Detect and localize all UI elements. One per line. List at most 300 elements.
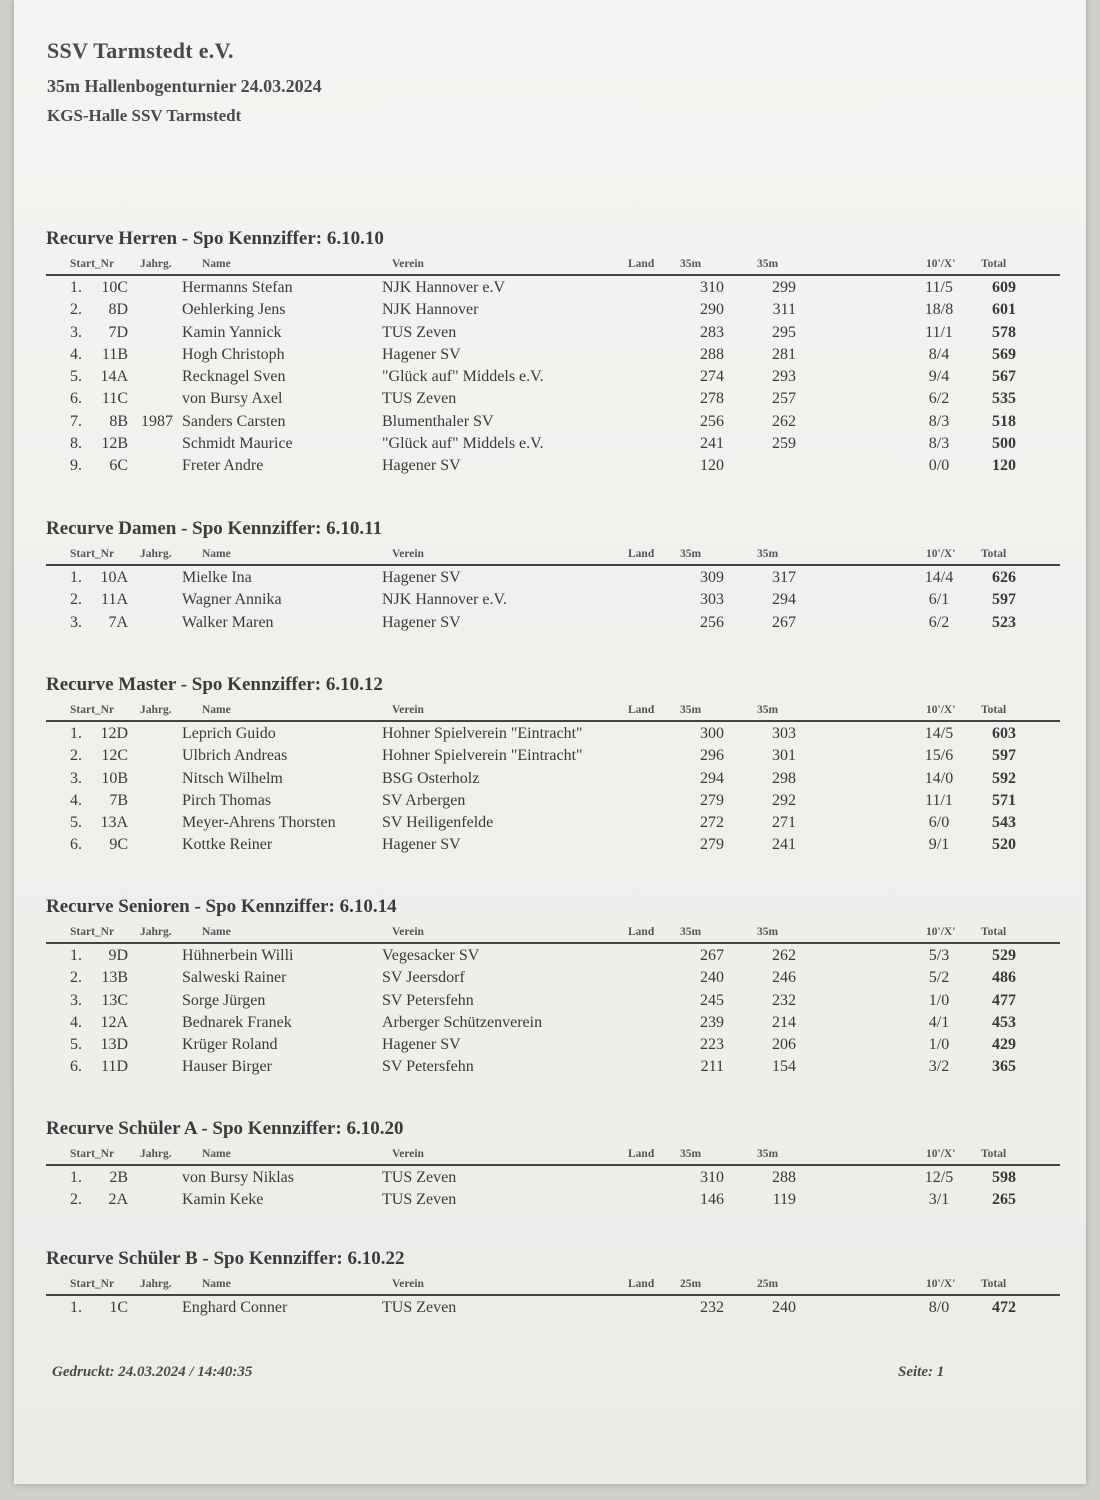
- column-label-d1: 35m: [680, 1148, 702, 1160]
- cell-x: 14/5: [924, 725, 954, 742]
- cell-total: 518: [992, 412, 1016, 430]
- cell-s1: 310: [700, 279, 724, 296]
- column-label-name: Name: [202, 926, 231, 938]
- cell-s2: 267: [772, 613, 796, 631]
- column-label-total: Total: [981, 1148, 1007, 1160]
- cell-s2: 294: [772, 591, 796, 609]
- cell-s1: 241: [700, 435, 724, 453]
- cell-rank: 4.: [70, 1013, 82, 1031]
- column-label-d1: 35m: [680, 548, 702, 560]
- cell-s1: 223: [700, 1036, 724, 1054]
- result-section: [46, 1118, 1060, 1211]
- table-row: [46, 966, 1060, 988]
- cell-x: 5/3: [928, 947, 950, 964]
- cell-start: 12B: [101, 435, 128, 453]
- cell-name: Leprich Guido: [182, 725, 276, 742]
- table-row: [46, 1166, 1060, 1188]
- cell-s2: 292: [772, 791, 796, 809]
- cell-x: 12/5: [924, 1169, 954, 1186]
- cell-s2: 241: [772, 836, 796, 854]
- cell-start: 2A: [108, 1191, 128, 1209]
- cell-s1: 279: [700, 791, 724, 809]
- cell-name: Schmidt Maurice: [182, 435, 293, 453]
- column-header: [46, 702, 1060, 722]
- cell-rank: 1.: [70, 725, 82, 742]
- cell-x: 8/0: [928, 1299, 950, 1316]
- column-label-d1: 35m: [680, 926, 702, 938]
- cell-rank: 2.: [70, 591, 82, 609]
- printed-timestamp: Gedruckt: 24.03.2024 / 14:40:35: [52, 1364, 253, 1380]
- cell-s2: 206: [772, 1036, 796, 1054]
- cell-verein: TUS Zeven: [382, 323, 457, 341]
- cell-verein: BSG Osterholz: [382, 769, 480, 787]
- column-label-start: Start_Nr: [70, 1148, 115, 1160]
- cell-verein: TUS Zeven: [382, 1191, 457, 1209]
- cell-verein: Hagener SV: [382, 613, 461, 631]
- column-label-total: Total: [981, 1278, 1007, 1290]
- cell-name: Kamin Yannick: [182, 323, 282, 341]
- cell-x: 14/0: [924, 769, 954, 787]
- cell-s2: 259: [772, 435, 796, 453]
- cell-total: 429: [992, 1036, 1016, 1054]
- cell-name: Wagner Annika: [182, 591, 282, 609]
- cell-s1: 274: [700, 368, 724, 386]
- column-label-jahrg: Jahrg.: [140, 926, 172, 938]
- cell-rank: 1.: [70, 569, 82, 586]
- cell-x: 11/5: [925, 279, 953, 296]
- cell-start: 13A: [100, 814, 128, 832]
- result-sheet: [14, 0, 1086, 1484]
- table-row: [46, 1055, 1060, 1077]
- cell-s1: 245: [700, 991, 724, 1009]
- cell-s2: 298: [772, 769, 796, 787]
- column-label-total: Total: [981, 926, 1007, 938]
- cell-start: 11A: [101, 591, 128, 609]
- column-label-verein: Verein: [392, 1278, 424, 1290]
- column-label-start: Start_Nr: [70, 1278, 115, 1290]
- cell-start: 10C: [101, 279, 128, 296]
- column-label-jahrg: Jahrg.: [140, 1278, 172, 1290]
- cell-start: 13B: [101, 969, 128, 987]
- cell-name: Salweski Rainer: [182, 969, 287, 987]
- cell-s1: 296: [700, 747, 724, 765]
- table-row: [46, 454, 1060, 476]
- cell-x: 1/0: [928, 991, 950, 1009]
- cell-s1: 310: [700, 1169, 724, 1186]
- cell-start: 14A: [100, 368, 128, 386]
- column-label-start: Start_Nr: [70, 704, 115, 716]
- cell-verein: Arberger Schützenverein: [382, 1013, 543, 1031]
- event-title: 35m Hallenbogenturnier 24.03.2024: [47, 76, 322, 96]
- cell-total: 535: [992, 390, 1016, 408]
- column-label-verein: Verein: [392, 548, 424, 560]
- cell-rank: 5.: [70, 368, 82, 386]
- cell-verein: Hagener SV: [382, 1036, 461, 1054]
- cell-s2: 281: [772, 345, 796, 363]
- cell-s1: 300: [700, 725, 724, 742]
- column-label-name: Name: [202, 258, 231, 270]
- column-label-land: Land: [628, 704, 655, 716]
- column-header: [46, 1276, 1060, 1296]
- cell-total: 626: [992, 569, 1016, 586]
- table-row: [46, 744, 1060, 766]
- cell-start: 9D: [108, 947, 128, 964]
- cell-s2: 303: [772, 725, 796, 742]
- cell-x: 8/3: [928, 412, 950, 430]
- cell-total: 523: [992, 613, 1016, 631]
- cell-s2: 301: [772, 747, 796, 765]
- cell-x: 6/0: [928, 814, 950, 832]
- cell-s1: 232: [700, 1299, 724, 1316]
- cell-name: Krüger Roland: [182, 1036, 278, 1054]
- table-row: [46, 298, 1060, 320]
- cell-start: 7A: [108, 613, 128, 631]
- cell-rank: 3.: [70, 991, 82, 1009]
- cell-s1: 283: [700, 323, 724, 341]
- cell-s1: 211: [700, 1058, 724, 1076]
- cell-x: 3/1: [928, 1191, 950, 1209]
- cell-rank: 5.: [70, 1036, 82, 1054]
- table-row: [46, 343, 1060, 365]
- cell-x: 3/2: [928, 1058, 950, 1076]
- column-label-d2: 35m: [757, 258, 779, 270]
- cell-start: 10A: [100, 569, 128, 586]
- club-title: SSV Tarmstedt e.V.: [47, 38, 234, 63]
- cell-name: Ulbrich Andreas: [182, 747, 288, 765]
- cell-verein: SV Petersfehn: [382, 991, 474, 1009]
- column-label-verein: Verein: [392, 258, 424, 270]
- cell-name: Mielke Ina: [182, 569, 252, 586]
- cell-verein: "Glück auf" Middels e.V.: [382, 435, 544, 453]
- column-label-start: Start_Nr: [70, 548, 115, 560]
- cell-rank: 4.: [70, 345, 82, 363]
- table-row: [46, 989, 1060, 1011]
- table-row: [46, 1296, 1060, 1318]
- cell-verein: NJK Hannover e.V.: [382, 591, 508, 609]
- cell-name: Meyer-Ahrens Thorsten: [182, 814, 336, 832]
- cell-name: Sorge Jürgen: [182, 991, 266, 1009]
- cell-s1: 240: [700, 969, 724, 987]
- column-label-name: Name: [202, 1278, 231, 1290]
- cell-x: 5/2: [928, 969, 950, 987]
- cell-s2: 257: [772, 390, 796, 408]
- result-section: [46, 896, 1060, 1078]
- cell-verein: SV Heiligenfelde: [382, 814, 494, 832]
- cell-rank: 3.: [70, 323, 82, 341]
- cell-total: 578: [992, 323, 1016, 341]
- cell-s2: 214: [772, 1013, 796, 1031]
- cell-x: 15/6: [924, 747, 954, 765]
- cell-name: Oehlerking Jens: [182, 301, 286, 319]
- cell-total: 598: [992, 1169, 1016, 1186]
- cell-s1: 288: [700, 345, 724, 363]
- cell-x: 4/1: [928, 1013, 950, 1031]
- cell-start: 11B: [101, 345, 128, 363]
- cell-x: 8/3: [928, 435, 950, 453]
- cell-verein: Hagener SV: [382, 457, 461, 475]
- cell-total: 477: [992, 991, 1016, 1009]
- cell-rank: 8.: [70, 435, 82, 453]
- column-label-land: Land: [628, 1148, 655, 1160]
- table-row: [46, 410, 1060, 432]
- section-title: Recurve Senioren - Spo Kennziffer: 6.10.14: [46, 896, 397, 917]
- column-header: [46, 924, 1060, 944]
- cell-s2: 295: [772, 323, 796, 341]
- cell-s1: 279: [700, 836, 724, 854]
- column-label-d2: 35m: [757, 704, 779, 716]
- column-label-d1: 35m: [680, 704, 702, 716]
- cell-name: Hermanns Stefan: [182, 279, 293, 296]
- cell-total: 603: [992, 725, 1016, 742]
- cell-start: 7D: [108, 323, 128, 341]
- cell-name: Nitsch Wilhelm: [182, 769, 283, 787]
- cell-total: 529: [992, 947, 1016, 964]
- table-row: [46, 1188, 1060, 1210]
- table-row: [46, 432, 1060, 454]
- cell-rank: 9.: [70, 457, 82, 475]
- table-row: [46, 833, 1060, 855]
- table-row: [46, 944, 1060, 966]
- cell-name: von Bursy Niklas: [182, 1169, 294, 1186]
- cell-verein: TUS Zeven: [382, 1169, 457, 1186]
- cell-s2: 293: [772, 368, 796, 386]
- column-label-start: Start_Nr: [70, 258, 115, 270]
- cell-verein: Hohner Spielverein "Eintracht": [382, 747, 583, 765]
- cell-x: 6/1: [928, 591, 950, 609]
- cell-verein: TUS Zeven: [382, 1299, 457, 1316]
- column-label-start: Start_Nr: [70, 926, 115, 938]
- cell-start: 12C: [101, 747, 128, 765]
- column-label-x: 10'/X': [926, 258, 956, 270]
- column-label-x: 10'/X': [926, 704, 956, 716]
- cell-s2: 232: [772, 991, 796, 1009]
- column-label-verein: Verein: [392, 1148, 424, 1160]
- cell-x: 11/1: [925, 323, 953, 341]
- table-row: [46, 811, 1060, 833]
- cell-start: 6C: [109, 457, 128, 475]
- column-label-x: 10'/X': [926, 926, 956, 938]
- cell-total: 597: [992, 747, 1016, 765]
- column-label-jahrg: Jahrg.: [140, 1148, 172, 1160]
- column-label-x: 10'/X': [926, 1148, 956, 1160]
- cell-total: 520: [992, 836, 1016, 854]
- cell-jahrg: 1987: [141, 412, 173, 430]
- cell-verein: Vegesacker SV: [382, 947, 480, 964]
- column-label-verein: Verein: [392, 926, 424, 938]
- section-title: Recurve Herren - Spo Kennziffer: 6.10.10: [46, 228, 384, 249]
- cell-start: 1C: [109, 1299, 128, 1316]
- cell-verein: SV Arbergen: [382, 791, 466, 809]
- column-label-jahrg: Jahrg.: [140, 548, 172, 560]
- cell-s1: 239: [700, 1013, 724, 1031]
- cell-rank: 4.: [70, 791, 82, 809]
- cell-rank: 3.: [70, 613, 82, 631]
- cell-name: Kottke Reiner: [182, 836, 273, 854]
- cell-start: 11C: [101, 390, 128, 408]
- cell-rank: 5.: [70, 814, 82, 832]
- page-number: Seite: 1: [898, 1364, 945, 1380]
- cell-s1: 278: [700, 390, 724, 408]
- cell-name: Enghard Conner: [182, 1299, 288, 1316]
- cell-x: 9/1: [928, 836, 950, 854]
- cell-start: 12A: [100, 1013, 128, 1031]
- cell-total: 609: [992, 279, 1016, 296]
- column-label-jahrg: Jahrg.: [140, 704, 172, 716]
- cell-verein: TUS Zeven: [382, 390, 457, 408]
- cell-x: 0/0: [928, 457, 950, 475]
- column-label-d2: 35m: [757, 548, 779, 560]
- cell-total: 569: [992, 345, 1016, 363]
- cell-rank: 2.: [70, 1191, 82, 1209]
- column-label-name: Name: [202, 704, 231, 716]
- cell-verein: Hohner Spielverein "Eintracht": [382, 725, 583, 742]
- cell-s2: 262: [772, 947, 796, 964]
- column-label-d1: 35m: [680, 258, 702, 270]
- column-label-land: Land: [628, 548, 655, 560]
- cell-s1: 256: [700, 613, 724, 631]
- cell-s1: 256: [700, 412, 724, 430]
- cell-s2: 271: [772, 814, 796, 832]
- cell-s1: 272: [700, 814, 724, 832]
- cell-verein: Blumenthaler SV: [382, 412, 494, 430]
- column-label-land: Land: [628, 926, 655, 938]
- column-label-name: Name: [202, 548, 231, 560]
- cell-name: Freter Andre: [182, 457, 264, 475]
- cell-total: 453: [992, 1013, 1016, 1031]
- cell-rank: 7.: [70, 412, 82, 430]
- cell-x: 1/0: [928, 1036, 950, 1054]
- cell-s2: 311: [772, 301, 796, 319]
- cell-start: 7B: [109, 791, 128, 809]
- cell-rank: 1.: [70, 279, 82, 296]
- column-label-total: Total: [981, 704, 1007, 716]
- cell-name: Bednarek Franek: [182, 1013, 292, 1031]
- cell-s1: 290: [700, 301, 724, 319]
- cell-s2: 240: [772, 1299, 796, 1316]
- cell-start: 11D: [101, 1058, 128, 1076]
- section-title: Recurve Master - Spo Kennziffer: 6.10.12: [46, 674, 383, 695]
- cell-name: Sanders Carsten: [182, 412, 286, 430]
- column-label-d1: 25m: [680, 1278, 702, 1290]
- cell-x: 6/2: [928, 390, 950, 408]
- cell-total: 567: [992, 368, 1016, 386]
- cell-rank: 6.: [70, 1058, 82, 1076]
- column-label-name: Name: [202, 1148, 231, 1160]
- column-label-total: Total: [981, 258, 1007, 270]
- column-label-d2: 35m: [757, 926, 779, 938]
- cell-verein: Hagener SV: [382, 345, 461, 363]
- cell-name: Pirch Thomas: [182, 791, 272, 809]
- cell-total: 486: [992, 969, 1016, 987]
- cell-rank: 1.: [70, 947, 82, 964]
- cell-s2: 317: [772, 569, 796, 586]
- cell-total: 500: [992, 435, 1016, 453]
- column-label-x: 10'/X': [926, 548, 956, 560]
- cell-s1: 294: [700, 769, 724, 787]
- column-header: [46, 1146, 1060, 1166]
- table-row: [46, 1033, 1060, 1055]
- cell-rank: 3.: [70, 769, 82, 787]
- cell-x: 18/8: [924, 301, 954, 319]
- cell-s1: 120: [700, 457, 724, 475]
- cell-x: 11/1: [925, 791, 953, 809]
- cell-rank: 6.: [70, 390, 82, 408]
- cell-s2: 288: [772, 1169, 796, 1186]
- cell-start: 13D: [100, 1036, 128, 1054]
- cell-rank: 2.: [70, 747, 82, 765]
- result-section: [46, 518, 1060, 633]
- cell-total: 120: [992, 457, 1016, 475]
- cell-rank: 6.: [70, 836, 82, 854]
- cell-verein: "Glück auf" Middels e.V.: [382, 368, 544, 386]
- cell-name: Walker Maren: [182, 613, 274, 631]
- table-row: [46, 365, 1060, 387]
- cell-rank: 2.: [70, 969, 82, 987]
- cell-s1: 267: [700, 947, 724, 964]
- cell-x: 8/4: [928, 345, 950, 363]
- column-header: [46, 546, 1060, 566]
- cell-total: 601: [992, 301, 1016, 319]
- column-label-verein: Verein: [392, 704, 424, 716]
- table-row: [46, 276, 1060, 298]
- cell-s2: 119: [772, 1191, 796, 1209]
- column-label-x: 10'/X': [926, 1278, 956, 1290]
- cell-rank: 1.: [70, 1169, 82, 1186]
- cell-s2: 246: [772, 969, 796, 987]
- cell-name: von Bursy Axel: [182, 390, 283, 408]
- cell-name: Kamin Keke: [182, 1191, 264, 1209]
- cell-rank: 2.: [70, 301, 82, 319]
- cell-verein: Hagener SV: [382, 569, 461, 586]
- column-label-jahrg: Jahrg.: [140, 258, 172, 270]
- result-section: [46, 674, 1060, 856]
- cell-x: 14/4: [924, 569, 954, 586]
- cell-start: 8B: [109, 412, 128, 430]
- column-header: [46, 256, 1060, 276]
- column-label-d2: 25m: [757, 1278, 779, 1290]
- cell-name: Hauser Birger: [182, 1058, 272, 1076]
- cell-total: 597: [992, 591, 1016, 609]
- cell-verein: NJK Hannover: [382, 301, 479, 319]
- cell-start: 10B: [101, 769, 128, 787]
- cell-verein: NJK Hannover e.V: [382, 279, 506, 296]
- cell-total: 472: [992, 1299, 1016, 1316]
- cell-total: 543: [992, 814, 1016, 832]
- section-title: Recurve Damen - Spo Kennziffer: 6.10.11: [46, 518, 383, 539]
- venue-title: KGS-Halle SSV Tarmstedt: [47, 106, 242, 125]
- table-row: [46, 321, 1060, 343]
- cell-start: 8D: [108, 301, 128, 319]
- cell-x: 9/4: [928, 368, 950, 386]
- document-header: [47, 38, 322, 126]
- cell-s2: 299: [772, 279, 796, 296]
- cell-name: Recknagel Sven: [182, 368, 286, 386]
- cell-rank: 1.: [70, 1299, 82, 1316]
- table-row: [46, 722, 1060, 744]
- column-label-d2: 35m: [757, 1148, 779, 1160]
- column-label-land: Land: [628, 1278, 655, 1290]
- table-row: [46, 789, 1060, 811]
- cell-total: 592: [992, 769, 1016, 787]
- cell-total: 265: [992, 1191, 1016, 1209]
- table-row: [46, 611, 1060, 633]
- column-label-land: Land: [628, 258, 655, 270]
- cell-x: 6/2: [928, 613, 950, 631]
- cell-s2: 262: [772, 412, 796, 430]
- result-section: [46, 1248, 1060, 1318]
- table-row: [46, 566, 1060, 588]
- result-section: [46, 228, 1060, 477]
